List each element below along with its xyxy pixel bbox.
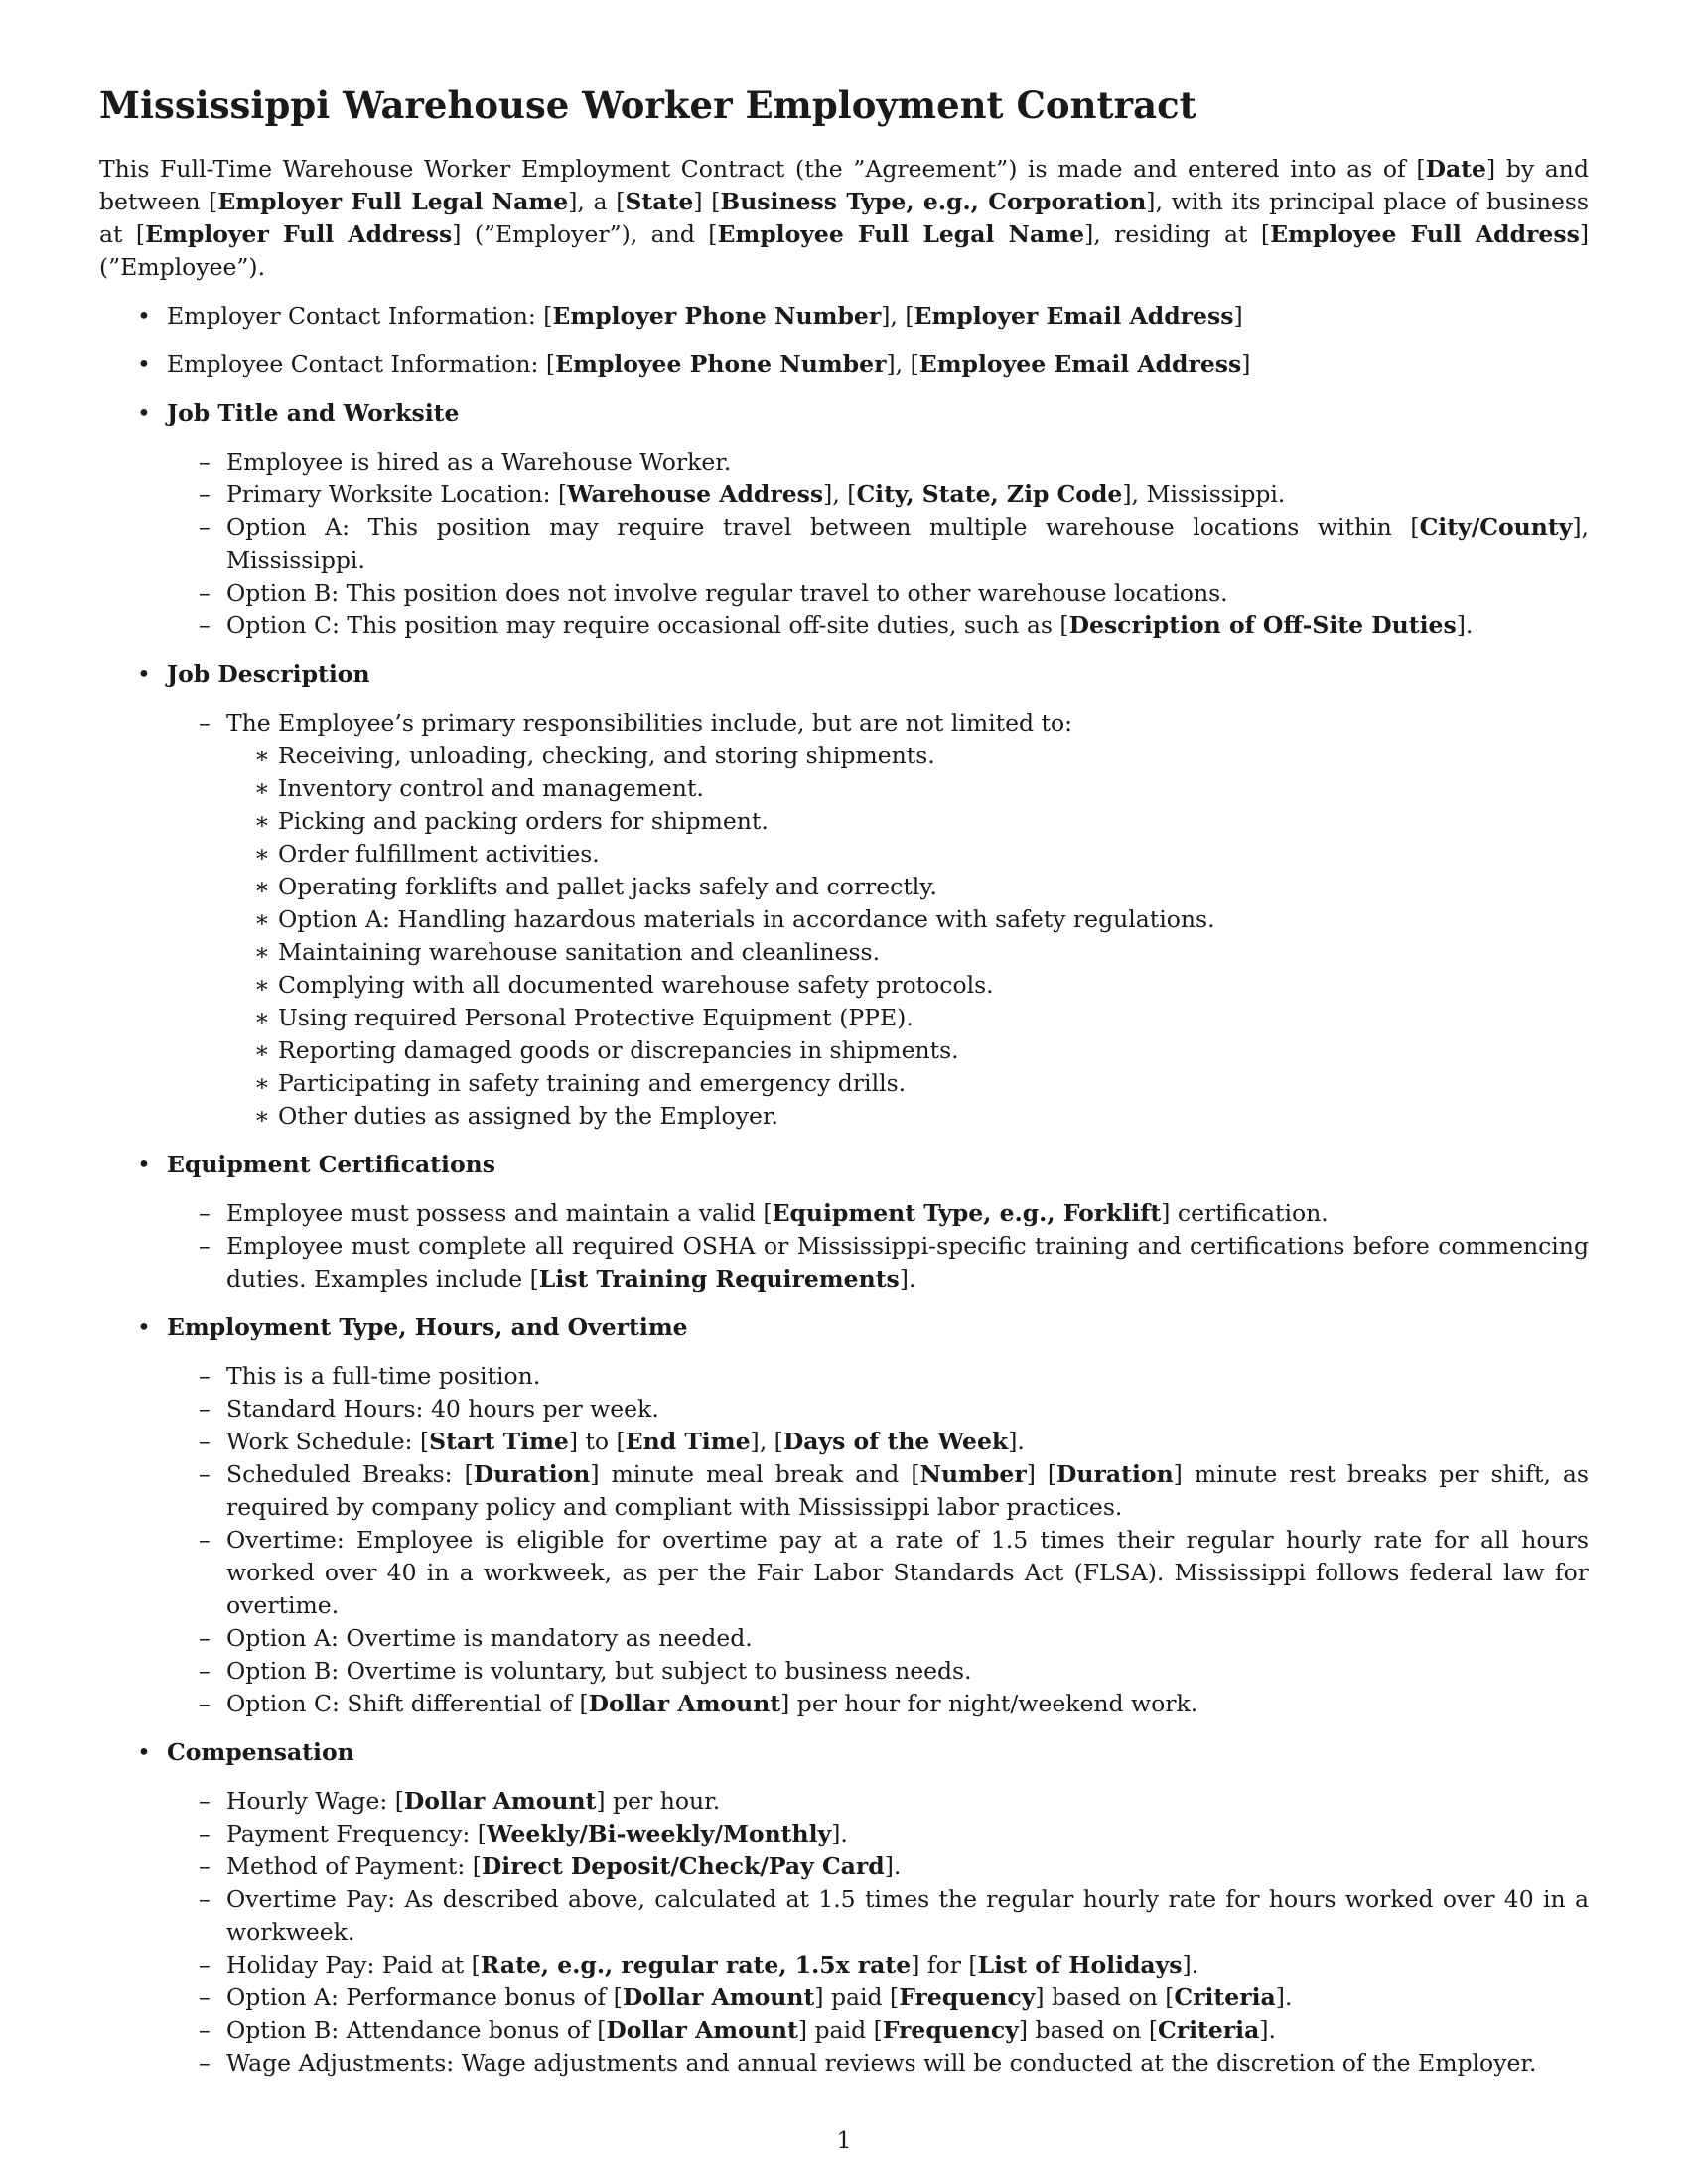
list-item: – Work Schedule: [Start Time] to [End Time], [Days of the Week]. [167,1426,1589,1458]
duty-item: ∗ Complying with all documented warehouse safety protocols. [226,969,1589,1002]
duty-item: ∗ Order fulfillment activities. [226,838,1589,871]
list-item: – Option A: Performance bonus of [Dollar Amount] paid [Frequency] based on [Criteria]. [167,1981,1589,2014]
list-item: – Hourly Wage: [Dollar Amount] per hour. [167,1785,1589,1818]
list-item: – Option B: This position does not involve regular travel to other warehouse locations. [167,577,1589,610]
section-employment-type [99,1311,1589,1720]
placeholder-state: State [625,188,694,215]
placeholder-business-type: Business Type, e.g., Corporation [720,188,1147,215]
intro-paragraph: This Full-Time Warehouse Worker Employment Contract (the ”Agreement”) is made and entered into as of [Date] by and between [Employer Full Legal Name], a [State] [Business Type, e.g., Corporation], with its principal place of business at [Employer Full Address] (”Employer”), and [Employee Full Legal Name], residing at [Employee Full Address] (”Employee”). [99,155,1590,281]
list-item: – Method of Payment: [Direct Deposit/Check/Pay Card]. [167,1850,1589,1883]
list-item: – Wage Adjustments: Wage adjustments and annual reviews will be conducted at the discretion of the Employer. [167,2047,1589,2080]
duty-item: ∗ Participating in safety training and emergency drills. [226,1067,1589,1100]
duty-item: ∗ Picking and packing orders for shipment. [226,805,1589,838]
list-item: – Employee must possess and maintain a valid [Equipment Type, e.g., Forklift] certification. [167,1197,1589,1230]
placeholder-date: Date [1425,155,1486,183]
placeholder-employee-name: Employee Full Legal Name [717,220,1085,248]
list-item: – Holiday Pay: Paid at [Rate, e.g., regular rate, 1.5x rate] for [List of Holidays]. [167,1949,1589,1981]
list-item: – Payment Frequency: [Weekly/Bi-weekly/Monthly]. [167,1818,1589,1850]
section-heading: Employment Type, Hours, and Overtime [167,1313,688,1341]
list-item: – Overtime: Employee is eligible for overtime pay at a rate of 1.5 times their regular hourly rate for all hours worked over 40 in a workweek, as per the Fair Labor Standards Act (FLSA). Mississippi follows federal law for overtime. [167,1524,1589,1622]
list-item: – The Employee’s primary responsibilities include, but are not limited to: ∗ Receiving, unloading, checking, and storing shipments. ∗ Inventory control and management. ∗ Picking and packing orders for shipment. ∗ Order fulfillment activities. ∗ Operating forklifts and pallet jacks safely and correctly. ∗ Option A: Handling hazardous materials in accordance with safety regulations. ∗ Maintaining warehouse sanitation and cleanliness. ∗ Complying with all documented warehouse safety protocols. ∗ Using required Personal Protective Equipment (PPE). ∗ Reporting damaged goods or discrepancies in shipments. ∗ Participating in safety training and emergency drills. ∗ Other duties as assigned by the Employer. [167,707,1589,1133]
section-heading: Compensation [167,1738,354,1766]
section-heading: Equipment Certifications [167,1151,495,1178]
duty-item: ∗ Receiving, unloading, checking, and storing shipments. [226,740,1589,772]
list-item: – Option C: Shift differential of [Dollar Amount] per hour for night/weekend work. [167,1688,1589,1720]
list-item: – Option B: Attendance bonus of [Dollar Amount] paid [Frequency] based on [Criteria]. [167,2014,1589,2047]
contract-sections [99,300,1589,2080]
list-item: – Option B: Overtime is voluntary, but subject to business needs. [167,1655,1589,1688]
list-item: – Overtime Pay: As described above, calculated at 1.5 times the regular hourly rate for hours worked over 40 in a workweek. [167,1883,1589,1949]
list-item: – Option A: Overtime is mandatory as needed. [167,1622,1589,1655]
duty-item: ∗ Reporting damaged goods or discrepancies in shipments. [226,1034,1589,1067]
list-item: – Employee is hired as a Warehouse Worker. [167,446,1589,478]
list-item: – Scheduled Breaks: [Duration] minute meal break and [Number] [Duration] minute rest breaks per shift, as required by company policy and compliant with Mississippi labor practices. [167,1458,1589,1524]
contract-page [99,83,1589,2080]
duty-item: ∗ Using required Personal Protective Equipment (PPE). [226,1002,1589,1034]
section-compensation [99,1736,1589,2080]
section-certifications [99,1149,1589,1296]
section-job-title [99,397,1589,642]
section-job-description [99,658,1589,1133]
list-item: – Standard Hours: 40 hours per week. [167,1393,1589,1426]
employee-contact-item: • Employee Contact Information: [Employee Phone Number], [Employee Email Address] [99,348,1589,381]
section-heading: Job Description [167,660,370,688]
list-item: – Option C: This position may require occasional off-site duties, such as [Description of Off-Site Duties]. [167,610,1589,642]
duty-item: ∗ Operating forklifts and pallet jacks safely and correctly. [226,871,1589,903]
duties-list [226,740,1589,1133]
duty-item: ∗ Maintaining warehouse sanitation and cleanliness. [226,936,1589,969]
placeholder-employer-name: Employer Full Legal Name [217,188,569,215]
page-number: 1 [836,2126,852,2154]
page-title: Mississippi Warehouse Worker Employment Contract [99,83,1196,127]
employer-contact-item: • Employer Contact Information: [Employer Phone Number], [Employer Email Address] [99,300,1589,333]
placeholder-employee-address: Employee Full Address [1270,220,1580,248]
placeholder-employer-address: Employer Full Address [145,220,453,248]
list-item: – Employee must complete all required OSHA or Mississippi-specific training and certifications before commencing duties. Examples include [List Training Requirements]. [167,1230,1589,1296]
duty-item: ∗ Other duties as assigned by the Employer. [226,1100,1589,1133]
section-heading: Job Title and Worksite [167,399,460,427]
duty-item: ∗ Option A: Handling hazardous materials in accordance with safety regulations. [226,903,1589,936]
list-item: – Primary Worksite Location: [Warehouse Address], [City, State, Zip Code], Mississippi. [167,478,1589,511]
list-item: – This is a full-time position. [167,1360,1589,1393]
list-item: – Option A: This position may require travel between multiple warehouse locations within [City/County], Mississippi. [167,511,1589,577]
duty-item: ∗ Inventory control and management. [226,772,1589,805]
